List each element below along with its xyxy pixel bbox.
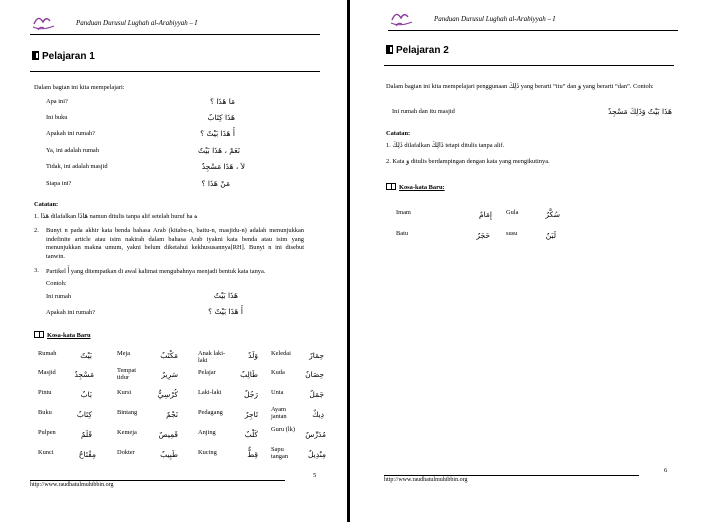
example-label: Contoh: xyxy=(46,280,67,287)
vocab-ar: مَسْجِدٌ xyxy=(74,370,94,379)
vocab-ar: مِنْدِيلٌ xyxy=(308,450,326,459)
site-logo-icon xyxy=(30,12,60,32)
footer-url: http://www.raudhatulmuhibbin.org xyxy=(384,477,468,483)
sentence-id-4: Ya, ini adalah rumah xyxy=(46,147,99,154)
vocab-ar: وَلَدٌ xyxy=(248,351,258,360)
page-6 xyxy=(350,0,705,522)
vocab-id: Kunci xyxy=(38,449,54,456)
page-5 xyxy=(0,0,347,522)
vocab-ar: لَبَنٌ xyxy=(545,231,556,240)
vocab-id: Batu xyxy=(396,230,409,237)
note-1: 1. ذَلِكَ dilafalkan ذَالِكَ tetapi ditulis tanpa alif. xyxy=(386,141,505,149)
vocab-id: Dokter xyxy=(117,449,135,456)
vocab-ar: إِمَامٌ xyxy=(478,210,492,219)
lesson-title: Pelajaran 2 xyxy=(386,45,449,56)
vocab-id: Meja xyxy=(117,350,131,357)
vocab-ar: سُكَّرٌ xyxy=(545,210,560,219)
vocab-id: Kursi xyxy=(117,389,132,396)
intro-text: Dalam bagian ini kita mempelajari penggunaan ذَلِكَ yang berarti “itu” dan وَ yang berarti “dan”. Contoh: xyxy=(386,82,654,90)
sentence-ar-5: لاَ ، هَذَا مَسْجِدٌ xyxy=(201,162,245,171)
open-book-icon xyxy=(386,183,396,190)
vocab-ar: مُدَرِّسٌ xyxy=(305,430,326,439)
vocab-id: Buku xyxy=(38,409,52,416)
footer-url: http://www.raudhatulmuhibbin.org xyxy=(30,482,114,488)
lesson-rule xyxy=(30,71,320,72)
vocab-id: Pintu xyxy=(38,389,52,396)
header-rule xyxy=(388,30,678,31)
vocab-id: Anak laki-laki xyxy=(198,350,226,365)
book-icon xyxy=(32,51,39,60)
sentence-id-5: Tidak, ini adalah masjid xyxy=(46,163,108,170)
vocab-ar: جَمَلٌ xyxy=(309,390,324,399)
open-book-icon xyxy=(34,331,44,338)
sentence-id-2: Ini buku xyxy=(46,114,68,121)
note-2-num: 2. xyxy=(34,227,39,234)
example-id-2: Apakah ini rumah? xyxy=(46,309,95,316)
note-3-num: 3. xyxy=(34,267,39,274)
vocab-ar: قِطٌّ xyxy=(247,450,258,459)
vocab-id: Pedagang xyxy=(198,409,223,416)
vocab-id: Keledai xyxy=(271,350,291,357)
vocab-ar: حِصَانٌ xyxy=(305,370,324,379)
note-3-text: Partikel أَ yang ditempatkan di awal kalimat mengubahnya menjadi bentuk kata tanya. xyxy=(46,267,266,275)
notes-title: Catatan: xyxy=(34,201,59,208)
vocab-id: Guru (lk) xyxy=(271,426,295,433)
note-1: 1. هَذَا dilafalkan هَاذَا namun ditulis tanpa alif setelah huruf ha ه xyxy=(34,212,198,220)
book-icon xyxy=(386,45,393,54)
sentence-id-3: Apakah ini rumah? xyxy=(46,130,95,137)
vocab-id: Imam xyxy=(396,209,411,216)
vocab-ar: سَرِيرٌ xyxy=(161,370,178,379)
sentence-id-1: Apa ini? xyxy=(46,98,68,105)
note-2: 2. Kata وَ ditulis berdampingan dengan kata yang mengikutinya. xyxy=(386,157,550,165)
vocab-id: Kuda xyxy=(271,369,285,376)
vocab-id: Pelajar xyxy=(198,369,216,376)
lesson-rule xyxy=(384,65,674,66)
sentence-id-6: Siapa ini? xyxy=(46,180,72,187)
vocab-ar: كِتَابٌ xyxy=(76,410,92,419)
vocab-ar: مَكْتَبٌ xyxy=(160,351,178,360)
header-title: Panduan Durusul Lughah al-Arabiyyah – I xyxy=(76,19,198,27)
vocab-id: Masjid xyxy=(38,369,56,376)
page-header xyxy=(388,8,678,30)
sentence-ar-1: مَا هَذَا ؟ xyxy=(209,97,235,106)
vocab-id: Bintang xyxy=(117,409,138,416)
page-header xyxy=(30,12,320,34)
vocab-ar: رَجُلٌ xyxy=(244,390,258,399)
vocab-ar: كَلْبٌ xyxy=(244,430,258,439)
vocab-ar: بَابٌ xyxy=(80,390,92,399)
example-id-1: Ini rumah xyxy=(46,293,72,300)
vocab-ar: نَجْمٌ xyxy=(166,410,178,419)
page-number: 6 xyxy=(664,467,668,474)
sentence-ar-4: نَعَمْ ، هَذَا بَيْتٌ xyxy=(198,146,240,155)
vocab-id: Gula xyxy=(506,209,519,216)
vocab-id: Unta xyxy=(271,389,284,396)
vocab-ar: حَجَرٌ xyxy=(476,231,490,240)
vocab-id: Tempat tidur xyxy=(117,367,137,382)
vocab-id: Anjing xyxy=(198,429,216,436)
page-number: 5 xyxy=(313,472,317,479)
vocab-ar: طَبِيبٌ xyxy=(160,450,178,459)
site-logo-icon xyxy=(388,8,418,28)
vocab-ar: بَيْتٌ xyxy=(80,351,92,360)
lesson-title: Pelajaran 1 xyxy=(32,51,95,62)
header-rule xyxy=(30,34,320,35)
header-title: Panduan Durusul Lughah al-Arabiyyah – I xyxy=(434,15,556,23)
vocab-id: Rumah xyxy=(38,350,57,357)
footer-rule xyxy=(384,475,639,476)
vocab-id: Kemeja xyxy=(117,429,137,436)
footer-rule xyxy=(30,480,285,481)
vocab-ar: قَمِيصٌ xyxy=(158,430,178,439)
example-ar-1: هَذَا بَيْتٌ xyxy=(213,291,238,300)
vocab-id: Laki-laki xyxy=(198,389,222,396)
vocab-ar: مِفْتَاحٌ xyxy=(78,450,96,459)
vocab-title: Kosa-kata Baru: xyxy=(386,183,445,191)
notes-title: Catatan: xyxy=(386,130,411,137)
sentence-ar-2: هَذَا كِتَابٌ xyxy=(207,113,235,122)
vocab-title: Kosa-kata Baru xyxy=(34,331,91,339)
sentence-ar-3: أَ هَذَا بَيْتٌ ؟ xyxy=(200,129,235,138)
vocab-ar: قَلَمٌ xyxy=(80,430,92,439)
vocab-id: Sapu tangan xyxy=(271,446,289,461)
intro-text: Dalam bagian ini kita mempelajari: xyxy=(34,84,125,91)
vocab-id: Pulpen xyxy=(38,429,56,436)
example-ar-2: أَ هَذَا بَيْتٌ ؟ xyxy=(208,307,243,316)
vocab-ar: كُرْسِيٌّ xyxy=(157,390,178,399)
vocab-ar: تَاجِرٌ xyxy=(244,410,258,419)
vocab-id: Ayam jantan xyxy=(271,406,287,421)
vocab-id: susu xyxy=(506,230,518,237)
example-id: Ini rumah dan itu masjid xyxy=(392,108,455,115)
vocab-ar: طَالِبٌ xyxy=(240,370,258,379)
note-2-text: Bunyi n pada akhir kata benda bahasa Arab (kitabu-n, baitu-n, masjidu-n) adalah menunjukkan indefinite article atau isim nakirah dalam bahasa Arab iyakni kata benda atau isim yang menunjukkan makna umum, yakni belum diketahui kekhususannya[RH]. Bunyi n ini disebut tanwin. xyxy=(46,227,304,260)
vocab-ar: حِمَارٌ xyxy=(309,351,324,360)
example-ar: هَذَا بَيْتٌ وَذَلِكَ مَسْجِدٌ xyxy=(608,107,672,116)
sentence-ar-6: مَنْ هَذَا ؟ xyxy=(201,179,230,188)
vocab-ar: دِيكٌ xyxy=(312,410,324,419)
vocab-id: Kucing xyxy=(198,449,217,456)
